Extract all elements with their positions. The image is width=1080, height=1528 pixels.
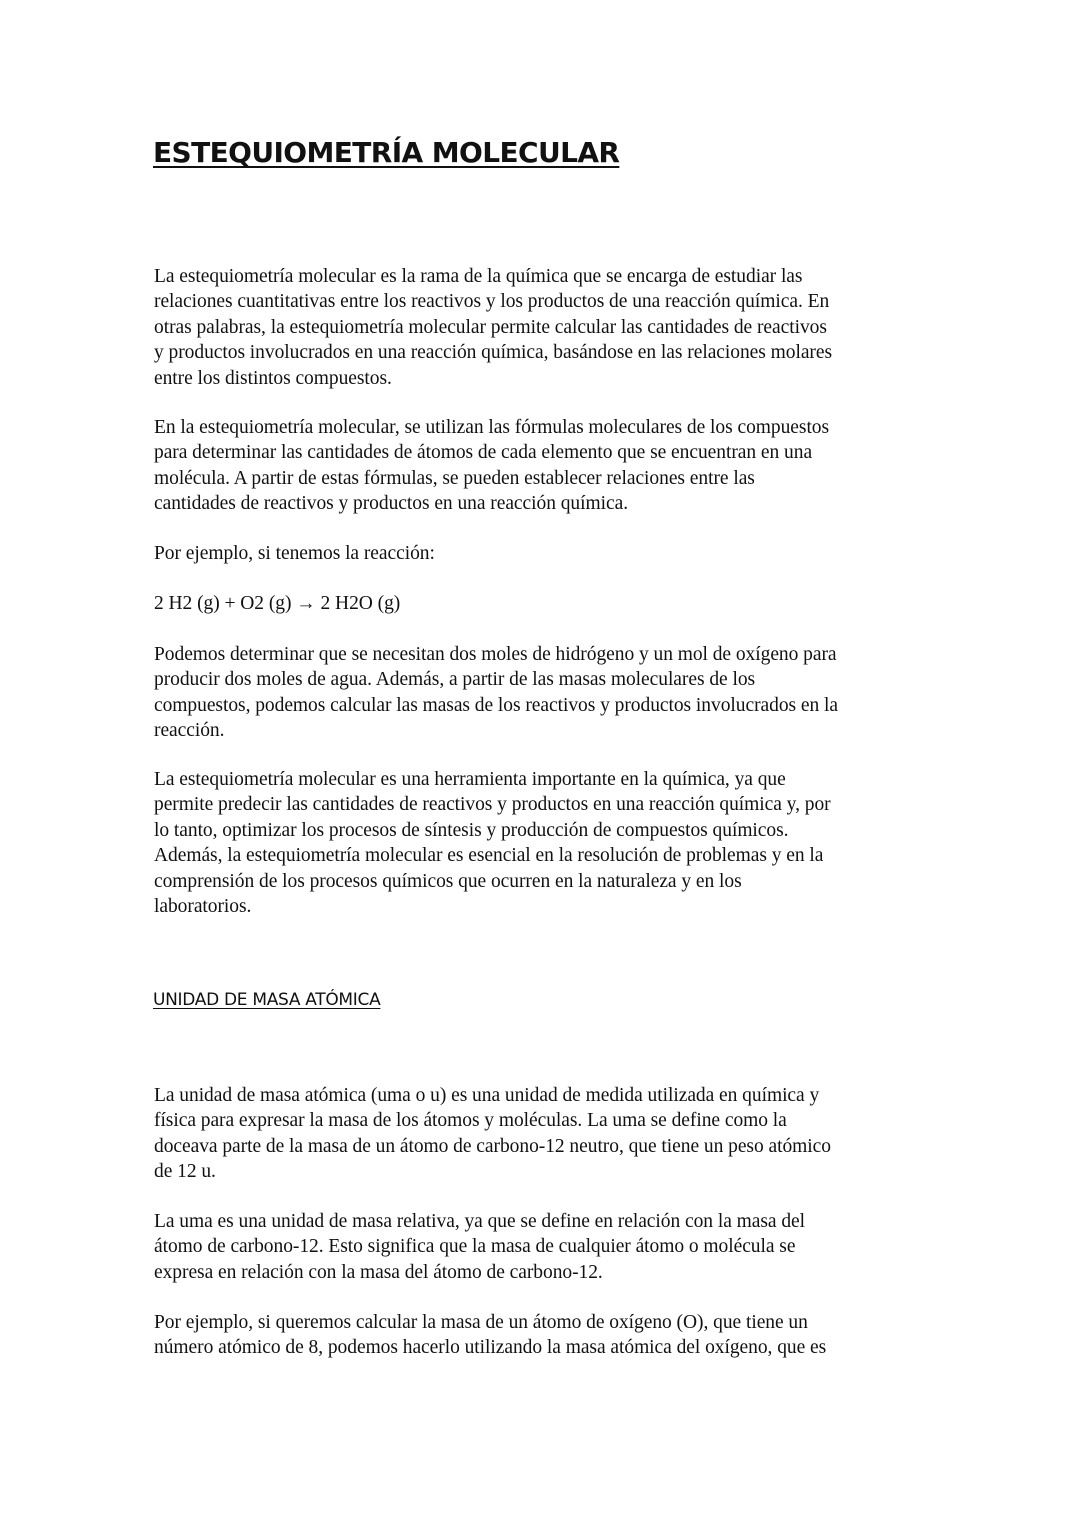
intro-paragraph-5 <box>154 767 934 919</box>
text-line: Por ejemplo, si queremos calcular la masa de un átomo de oxígeno (O), que tiene un <box>154 1312 808 1333</box>
text-line: La uma es una unidad de masa relativa, ya que se define en relación con la masa del <box>154 1211 805 1232</box>
section2-paragraph-2 <box>154 1209 934 1285</box>
document-title: ESTEQUIOMETRÍA MOLECULAR <box>153 136 620 169</box>
text-line: de 12 u. <box>154 1161 216 1183</box>
text-line: física para expresar la masa de los átomos y moléculas. La uma se define como la <box>154 1110 787 1132</box>
intro-paragraph-3 <box>154 541 934 566</box>
text-line: número atómico de 8, podemos hacerlo utilizando la masa atómica del oxígeno, que es <box>154 1337 827 1359</box>
text-line: comprensión de los procesos químicos que ocurren en la naturaleza y en los <box>154 870 742 892</box>
text-line: cantidades de reactivos y productos en una reacción química. <box>154 493 629 515</box>
reaction-equation <box>154 591 934 616</box>
text-line: permite predecir las cantidades de reactivos y productos en una reacción química y, por <box>154 794 831 816</box>
text-line: compuestos, podemos calcular las masas de los reactivos y productos involucrados en la <box>154 694 838 716</box>
text-line: otras palabras, la estequiometría molecular permite calcular las cantidades de reactivos <box>154 316 827 338</box>
text-line: molécula. A partir de estas fórmulas, se pueden establecer relaciones entre las <box>154 467 755 489</box>
text-line: entre los distintos compuestos. <box>154 367 392 389</box>
text-line: laboratorios. <box>154 896 252 918</box>
text-line: La estequiometría molecular es una herramienta importante en la química, ya que <box>154 769 786 790</box>
intro-paragraph-1 <box>154 264 934 391</box>
text-line: Por ejemplo, si tenemos la reacción: <box>154 543 435 564</box>
text-line: doceava parte de la masa de un átomo de carbono-12 neutro, que tiene un peso atómico <box>154 1135 831 1157</box>
equation-text: 2 H2 (g) + O2 (g) → 2 H2O (g) <box>154 593 401 614</box>
text-line: Además, la estequiometría molecular es esencial en la resolución de problemas y en la <box>154 845 824 867</box>
text-line: átomo de carbono-12. Esto significa que la masa de cualquier átomo o molécula se <box>154 1236 796 1258</box>
text-line: expresa en relación con la masa del átomo de carbono-12. <box>154 1261 603 1283</box>
section2-paragraph-3 <box>154 1310 934 1361</box>
section-heading-atomic-mass-unit: UNIDAD DE MASA ATÓMICA <box>153 990 381 1010</box>
text-line: reacción. <box>154 720 225 742</box>
text-line: lo tanto, optimizar los procesos de síntesis y producción de compuestos químicos. <box>154 819 789 841</box>
text-line: y productos involucrados en una reacción química, basándose en las relaciones molares <box>154 342 833 364</box>
text-line: La estequiometría molecular es la rama de la química que se encarga de estudiar las <box>154 266 803 287</box>
text-line: relaciones cuantitativas entre los reactivos y los productos de una reacción química. En <box>154 291 830 313</box>
intro-paragraph-4 <box>154 642 934 744</box>
text-line: En la estequiometría molecular, se utilizan las fórmulas moleculares de los compuestos <box>154 417 830 438</box>
text-line: producir dos moles de agua. Además, a partir de las masas moleculares de los <box>154 669 756 691</box>
text-line: La unidad de masa atómica (uma o u) es una unidad de medida utilizada en química y <box>154 1085 820 1106</box>
text-line: para determinar las cantidades de átomos de cada elemento que se encuentran en una <box>154 442 813 464</box>
intro-paragraph-2 <box>154 415 934 517</box>
text-line: Podemos determinar que se necesitan dos moles de hidrógeno y un mol de oxígeno para <box>154 644 837 665</box>
section2-paragraph-1 <box>154 1083 934 1185</box>
